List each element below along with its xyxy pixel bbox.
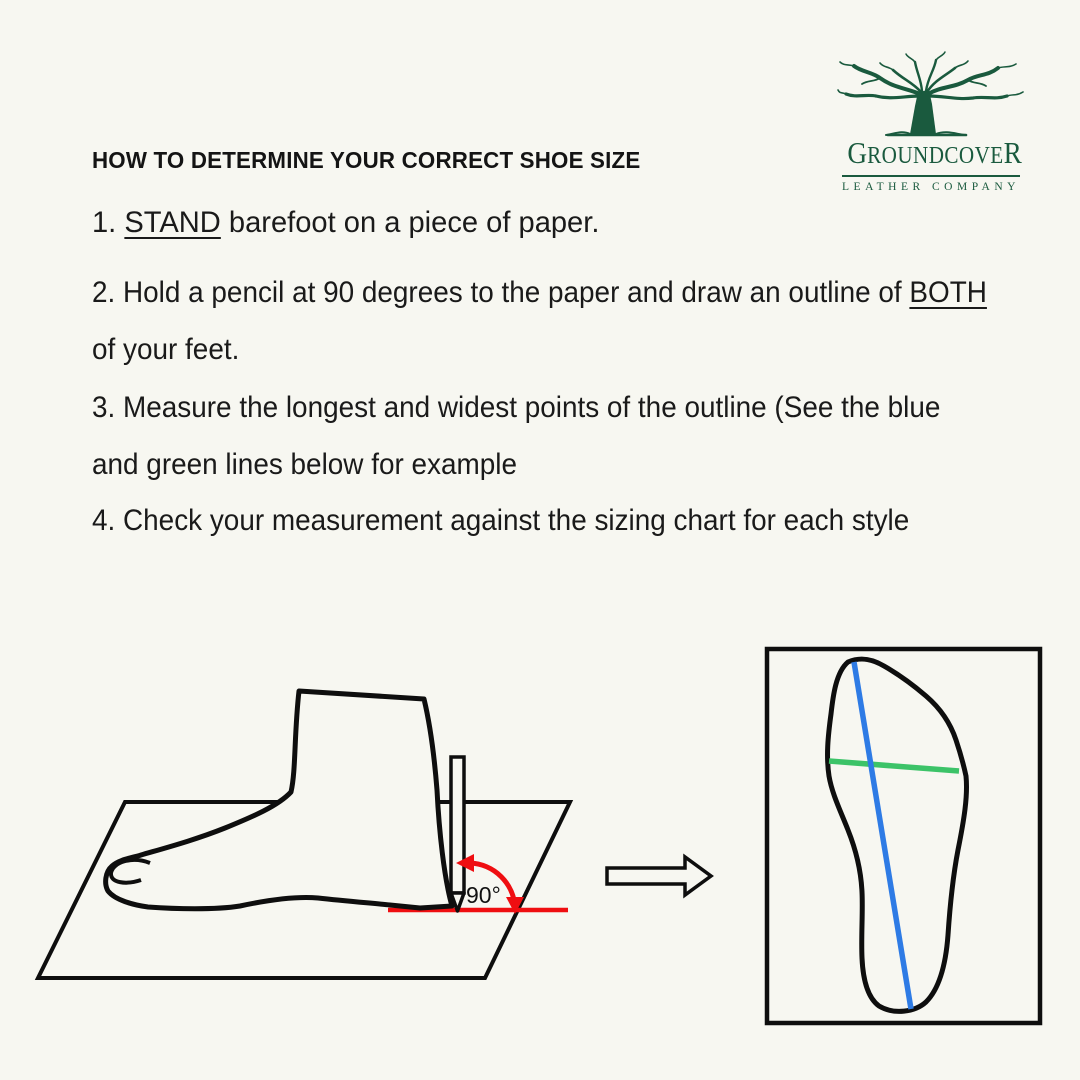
- width-line-green: [829, 761, 959, 771]
- step-1-line-1: 1. STAND barefoot on a piece of paper.: [92, 206, 600, 239]
- page-title: HOW TO DETERMINE YOUR CORRECT SHOE SIZE: [92, 147, 641, 173]
- brand-wordmark: [847, 135, 1022, 174]
- step-4-line-1: 4. Check your measurement against the sizing chart for each style: [92, 504, 910, 537]
- foot-side-outline: [106, 691, 452, 909]
- step-2-line-1: 2. Hold a pencil at 90 degrees to the paper and draw an outline of BOTH: [92, 276, 987, 309]
- angle-label: 90°: [466, 882, 501, 908]
- brand-final: R: [1003, 135, 1022, 170]
- brand-initial: G: [847, 135, 868, 170]
- footprint-outline: [828, 659, 967, 1011]
- measurement-diagram: [0, 620, 1080, 1080]
- brand-subtitle: LEATHER COMPANY: [842, 181, 1020, 193]
- arrow-right-icon: [607, 857, 711, 895]
- step-3-line-2: and green lines below for example: [92, 448, 517, 481]
- step-2-line-2: of your feet.: [92, 333, 240, 366]
- pencil-icon: [451, 757, 464, 911]
- logo-divider: [842, 175, 1020, 177]
- groundcover-logo: [836, 46, 1026, 193]
- baobab-tree-icon: [836, 46, 1026, 138]
- brand-middle: ROUNDCOVE: [867, 143, 1004, 169]
- step-3-line-1: 3. Measure the longest and widest points of the outline (See the blue: [92, 391, 941, 424]
